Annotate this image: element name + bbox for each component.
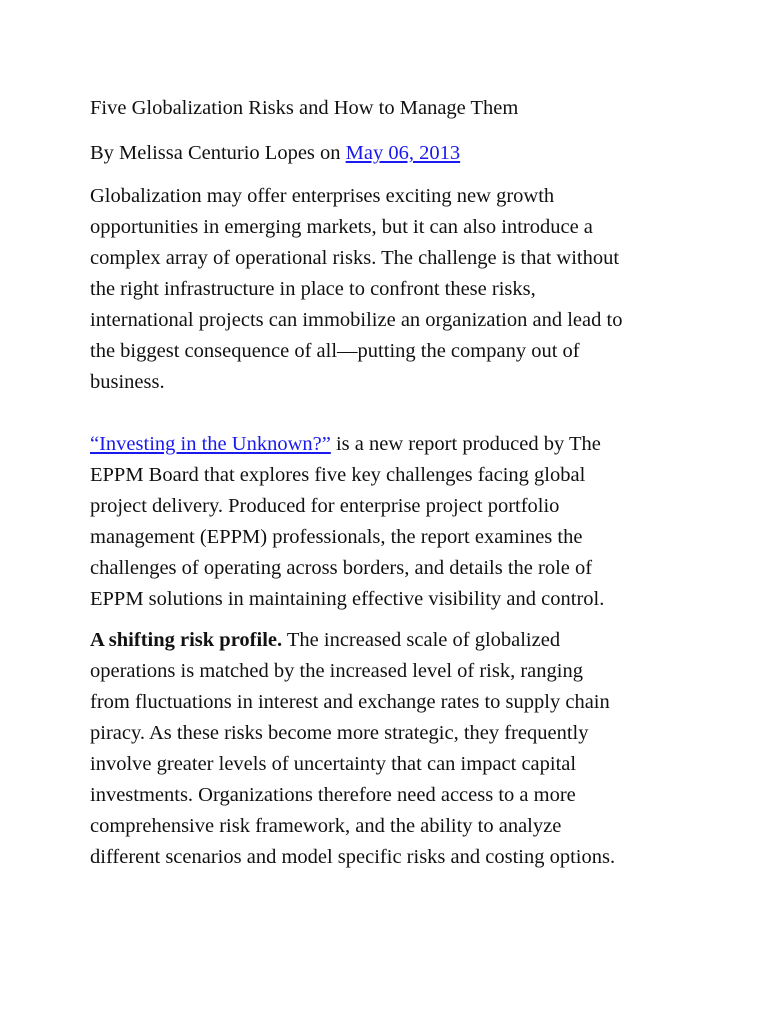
paragraph-line <box>90 429 690 460</box>
byline <box>90 138 690 169</box>
document-page <box>90 93 690 873</box>
byline-author: By Melissa Centurio Lopes on <box>90 142 346 164</box>
paragraph-line: international projects can immobilize an organization and lead to <box>90 309 623 331</box>
paragraph-line: EPPM Board that explores five key challenges facing global <box>90 464 586 486</box>
paragraph-line <box>90 625 690 656</box>
paragraph-line: EPPM solutions in maintaining effective visibility and control. <box>90 588 605 610</box>
paragraph-line: complex array of operational risks. The challenge is that without <box>90 247 620 269</box>
paragraph-line-text: is a new report produced by The <box>330 433 601 455</box>
paragraph-line: opportunities in emerging markets, but it can also introduce a <box>90 216 593 238</box>
paragraph-line: challenges of operating across borders, and details the role of <box>90 557 593 579</box>
paragraph-line: piracy. As these risks become more strategic, they frequently <box>90 722 589 744</box>
paragraph-line: the biggest consequence of all—putting the company out of <box>90 340 580 362</box>
date-link[interactable]: May 06, 2013 <box>345 142 461 164</box>
paragraph-line: comprehensive risk framework, and the ability to analyze <box>90 815 562 837</box>
paragraph-line: from fluctuations in interest and exchange rates to supply chain <box>90 691 610 713</box>
section-heading: A shifting risk profile. <box>90 629 283 651</box>
paragraph-line: management (EPPM) professionals, the report examines the <box>90 526 583 548</box>
paragraph-line: project delivery. Produced for enterprise project portfolio <box>90 495 560 517</box>
paragraph-line: involve greater levels of uncertainty that can impact capital <box>90 753 577 775</box>
paragraph-line: business. <box>90 371 165 393</box>
paragraph-intro <box>90 181 690 398</box>
paragraph-risk-profile <box>90 625 690 873</box>
report-link[interactable]: “Investing in the Unknown?” <box>90 433 331 455</box>
paragraph-line: operations is matched by the increased level of risk, ranging <box>90 660 583 682</box>
paragraph-line-text: The increased scale of globalized <box>282 629 561 651</box>
paragraph-report <box>90 429 690 615</box>
paragraph-line: different scenarios and model specific risks and costing options. <box>90 846 616 868</box>
paragraph-line: investments. Organizations therefore need access to a more <box>90 784 576 806</box>
paragraph-line: Globalization may offer enterprises exciting new growth <box>90 185 555 207</box>
article-title: Five Globalization Risks and How to Manage Them <box>90 97 519 119</box>
paragraph-line: the right infrastructure in place to confront these risks, <box>90 278 536 300</box>
